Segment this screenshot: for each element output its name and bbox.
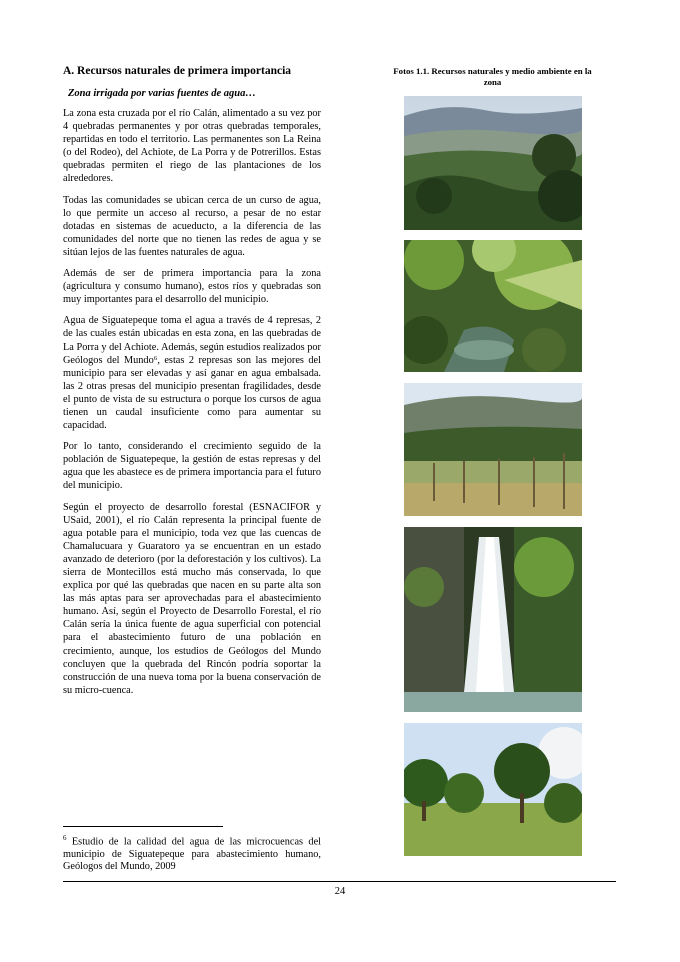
main-text-column	[63, 64, 321, 705]
footnote-separator	[63, 826, 223, 827]
footnote-text: Estudio de la calidad del agua de las microcuencas del municipio de Siguatepeque para abastecimiento humano, Geólogos del Mundo, 2009	[63, 836, 321, 873]
paragraph-2: Todas las comunidades se ubican cerca de un curso de agua, lo que permite un acceso al recurso, a pesar de no estar dotadas en sistemas de acueducto, a la diferencia de las comunidades del norte que no tienen las redes de agua y se sitúan lejos de las fuentes naturales de agua.	[63, 194, 321, 258]
paragraph-5: Por lo tanto, considerando el crecimiento seguido de la población de Siguatepeque, la gestión de estas represas y del agua que les abastece es de primera importancia para el futuro del municipio.	[63, 441, 321, 492]
page-footer-line	[63, 881, 616, 882]
photo-column	[385, 66, 600, 88]
photo-mountain-valley	[404, 96, 582, 230]
photo-fenced-field	[404, 383, 582, 516]
footnote-marker: 6	[63, 834, 67, 842]
paragraph-4: Agua de Siguatepeque toma el agua a través de 4 represas, 2 de las cuales están ubicadas en esta zona, en las quebradas de La Porra y del Achiote. Además, según estudios realizados por Geólogos del Mundo⁶, estas 2 represas son las mejores del municipio para ser elevadas y así ganar en agua embalsada. las 2 otras presas del municipio presentan fragilidades, desde el punto de vista de su estructura o porque los cursos de agua tienen un caudal insuficiente como para aumentar su capacidad.	[63, 315, 321, 432]
footnote	[63, 832, 321, 874]
page-number: 24	[334, 886, 346, 897]
photo-waterfall	[404, 527, 582, 712]
paragraph-6: Según el proyecto de desarrollo forestal (ESNACIFOR y USaid, 2001), el río Calán representa la principal fuente de agua potable para el municipio, toda vez que las cuencas de Chamalucuara y Guaratoro ya se encuentran en un estado avanzado de deterioro (por la deforestación y los cultivos). La sierra de Montecillos está mucho más conservada, lo que explica por qué las quebradas que nacen en su parte alta son las más aptas para ser aprovechadas para el abastecimiento humano. Así, según el Proyecto de Desarrollo Forestal, el río Calán sería la única fuente de agua superficial con potencial para el abastecimiento futuro de una población en crecimiento, aunque, los estudios de Geólogos del Mundo concluyen que la quebrada del Rincón podría soportar la construcción de una nueva toma por la buena conservación de su micro-cuenca.	[63, 501, 321, 696]
photo-orchard	[404, 723, 582, 856]
paragraph-3: Además de ser de primera importancia para la zona (agricultura y consumo humano), estos ríos y quebradas son muy importantes para el desarrollo del municipio.	[63, 268, 321, 306]
paragraph-1: La zona esta cruzada por el río Calán, alimentado a su vez por 4 quebradas permanentes y por otras quebradas temporales, repartidas en todo el territorio. Las permanentes son La Reina (o del Rodeo), del Achiote, de La Porra y de Potrerillos. Estas quebradas permiten el riego de las plantaciones de los alrededores.	[63, 108, 321, 185]
photo-forest-stream	[404, 240, 582, 372]
section-title: A. Recursos naturales de primera importancia	[63, 65, 292, 77]
photo-caption: Fotos 1.1. Recursos naturales y medio ambiente en la zona	[393, 66, 592, 87]
subtitle: Zona irrigada por varias fuentes de agua…	[68, 88, 256, 99]
